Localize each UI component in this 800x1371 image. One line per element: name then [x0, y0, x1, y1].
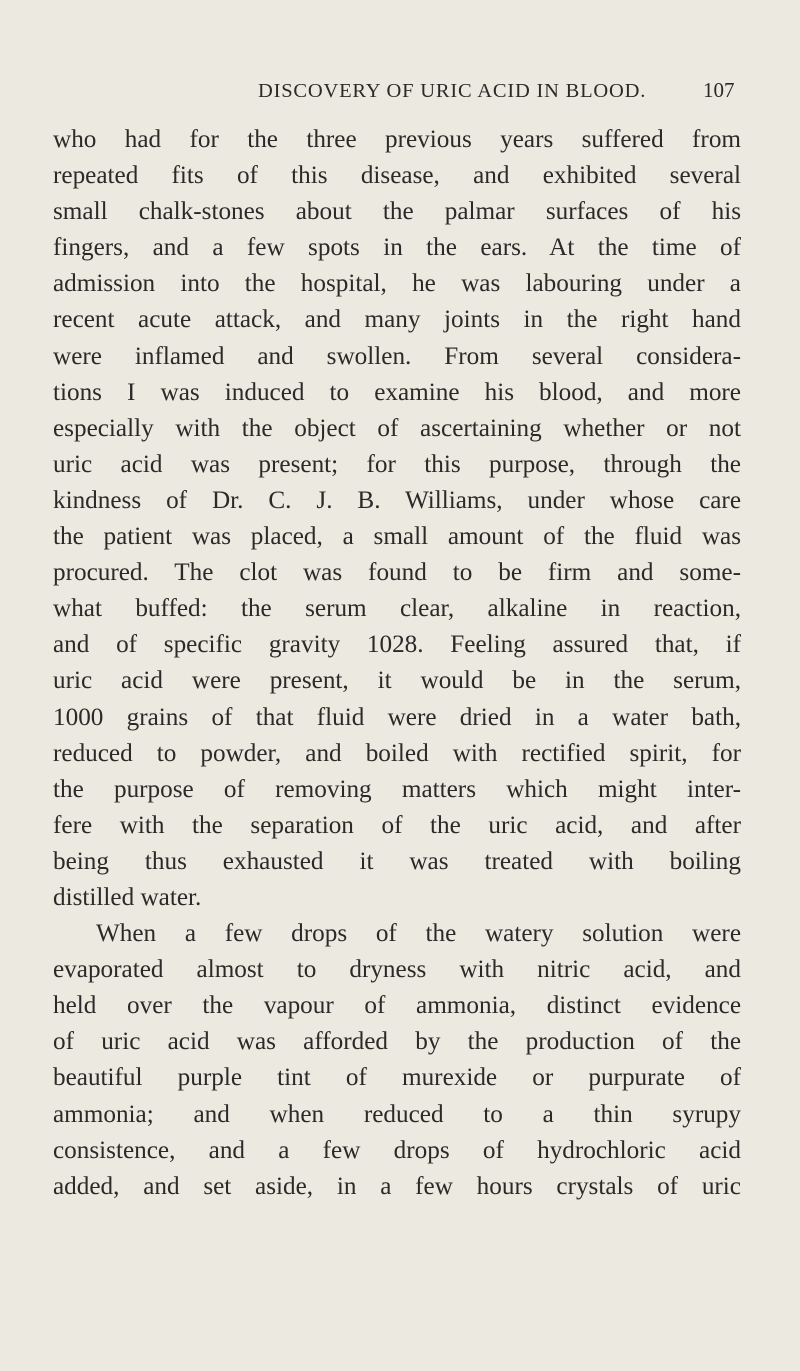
text-line: beautiful purple tint of murexide or purpurate of	[53, 1064, 741, 1092]
text-line: fingers, and a few spots in the ears. At the time of	[53, 234, 741, 262]
text-line: tions I was induced to examine his blood, and more	[53, 378, 741, 406]
text-line: who had for the three previous years suffered from	[53, 126, 741, 153]
text-line: uric acid was present; for this purpose, through the	[53, 450, 741, 478]
text-line: and of specific gravity 1028. Feeling assured that, if	[53, 631, 741, 659]
text-line: small chalk-stones about the palmar surfaces of his	[53, 198, 741, 226]
text-line: ammonia; and when reduced to a thin syrupy	[53, 1100, 741, 1128]
text-line: consistence, and a few drops of hydrochloric acid	[53, 1136, 741, 1164]
text-line: the patient was placed, a small amount of the fluid was	[53, 523, 741, 551]
text-line-paragraph-end: distilled water.	[53, 883, 202, 911]
text-line: held over the vapour of ammonia, distinct evidence	[53, 992, 741, 1020]
text-line: repeated fits of this disease, and exhibited several	[53, 162, 741, 190]
text-line: 1000 grains of that fluid were dried in a water bath,	[53, 703, 741, 731]
text-line: added, and set aside, in a few hours crystals of uric	[53, 1172, 741, 1200]
text-line: procured. The clot was found to be firm and some-	[53, 559, 741, 587]
text-line: being thus exhausted it was treated with boiling	[53, 847, 741, 875]
text-line: fere with the separation of the uric acid, and after	[53, 811, 741, 839]
page-number: 107	[703, 78, 735, 102]
text-line: recent acute attack, and many joints in the right hand	[53, 306, 741, 334]
text-line: especially with the object of ascertaining whether or not	[53, 414, 741, 442]
text-line: kindness of Dr. C. J. B. Williams, under whose care	[53, 486, 741, 514]
text-line: the purpose of removing matters which might inter-	[53, 775, 741, 803]
running-head-title: DISCOVERY OF URIC ACID IN BLOOD.	[258, 80, 647, 102]
text-line-paragraph-start: When a few drops of the watery solution were	[96, 920, 741, 948]
text-line: evaporated almost to dryness with nitric acid, and	[53, 956, 741, 984]
text-line: admission into the hospital, he was labouring under a	[53, 270, 741, 298]
text-line: were inflamed and swollen. From several considera-	[53, 342, 741, 370]
body-text	[53, 122, 741, 1205]
text-line: uric acid were present, it would be in the serum,	[53, 667, 741, 695]
text-line: what buffed: the serum clear, alkaline in reaction,	[53, 595, 741, 623]
text-line: of uric acid was afforded by the production of the	[53, 1028, 741, 1056]
text-line: reduced to powder, and boiled with rectified spirit, for	[53, 739, 741, 767]
